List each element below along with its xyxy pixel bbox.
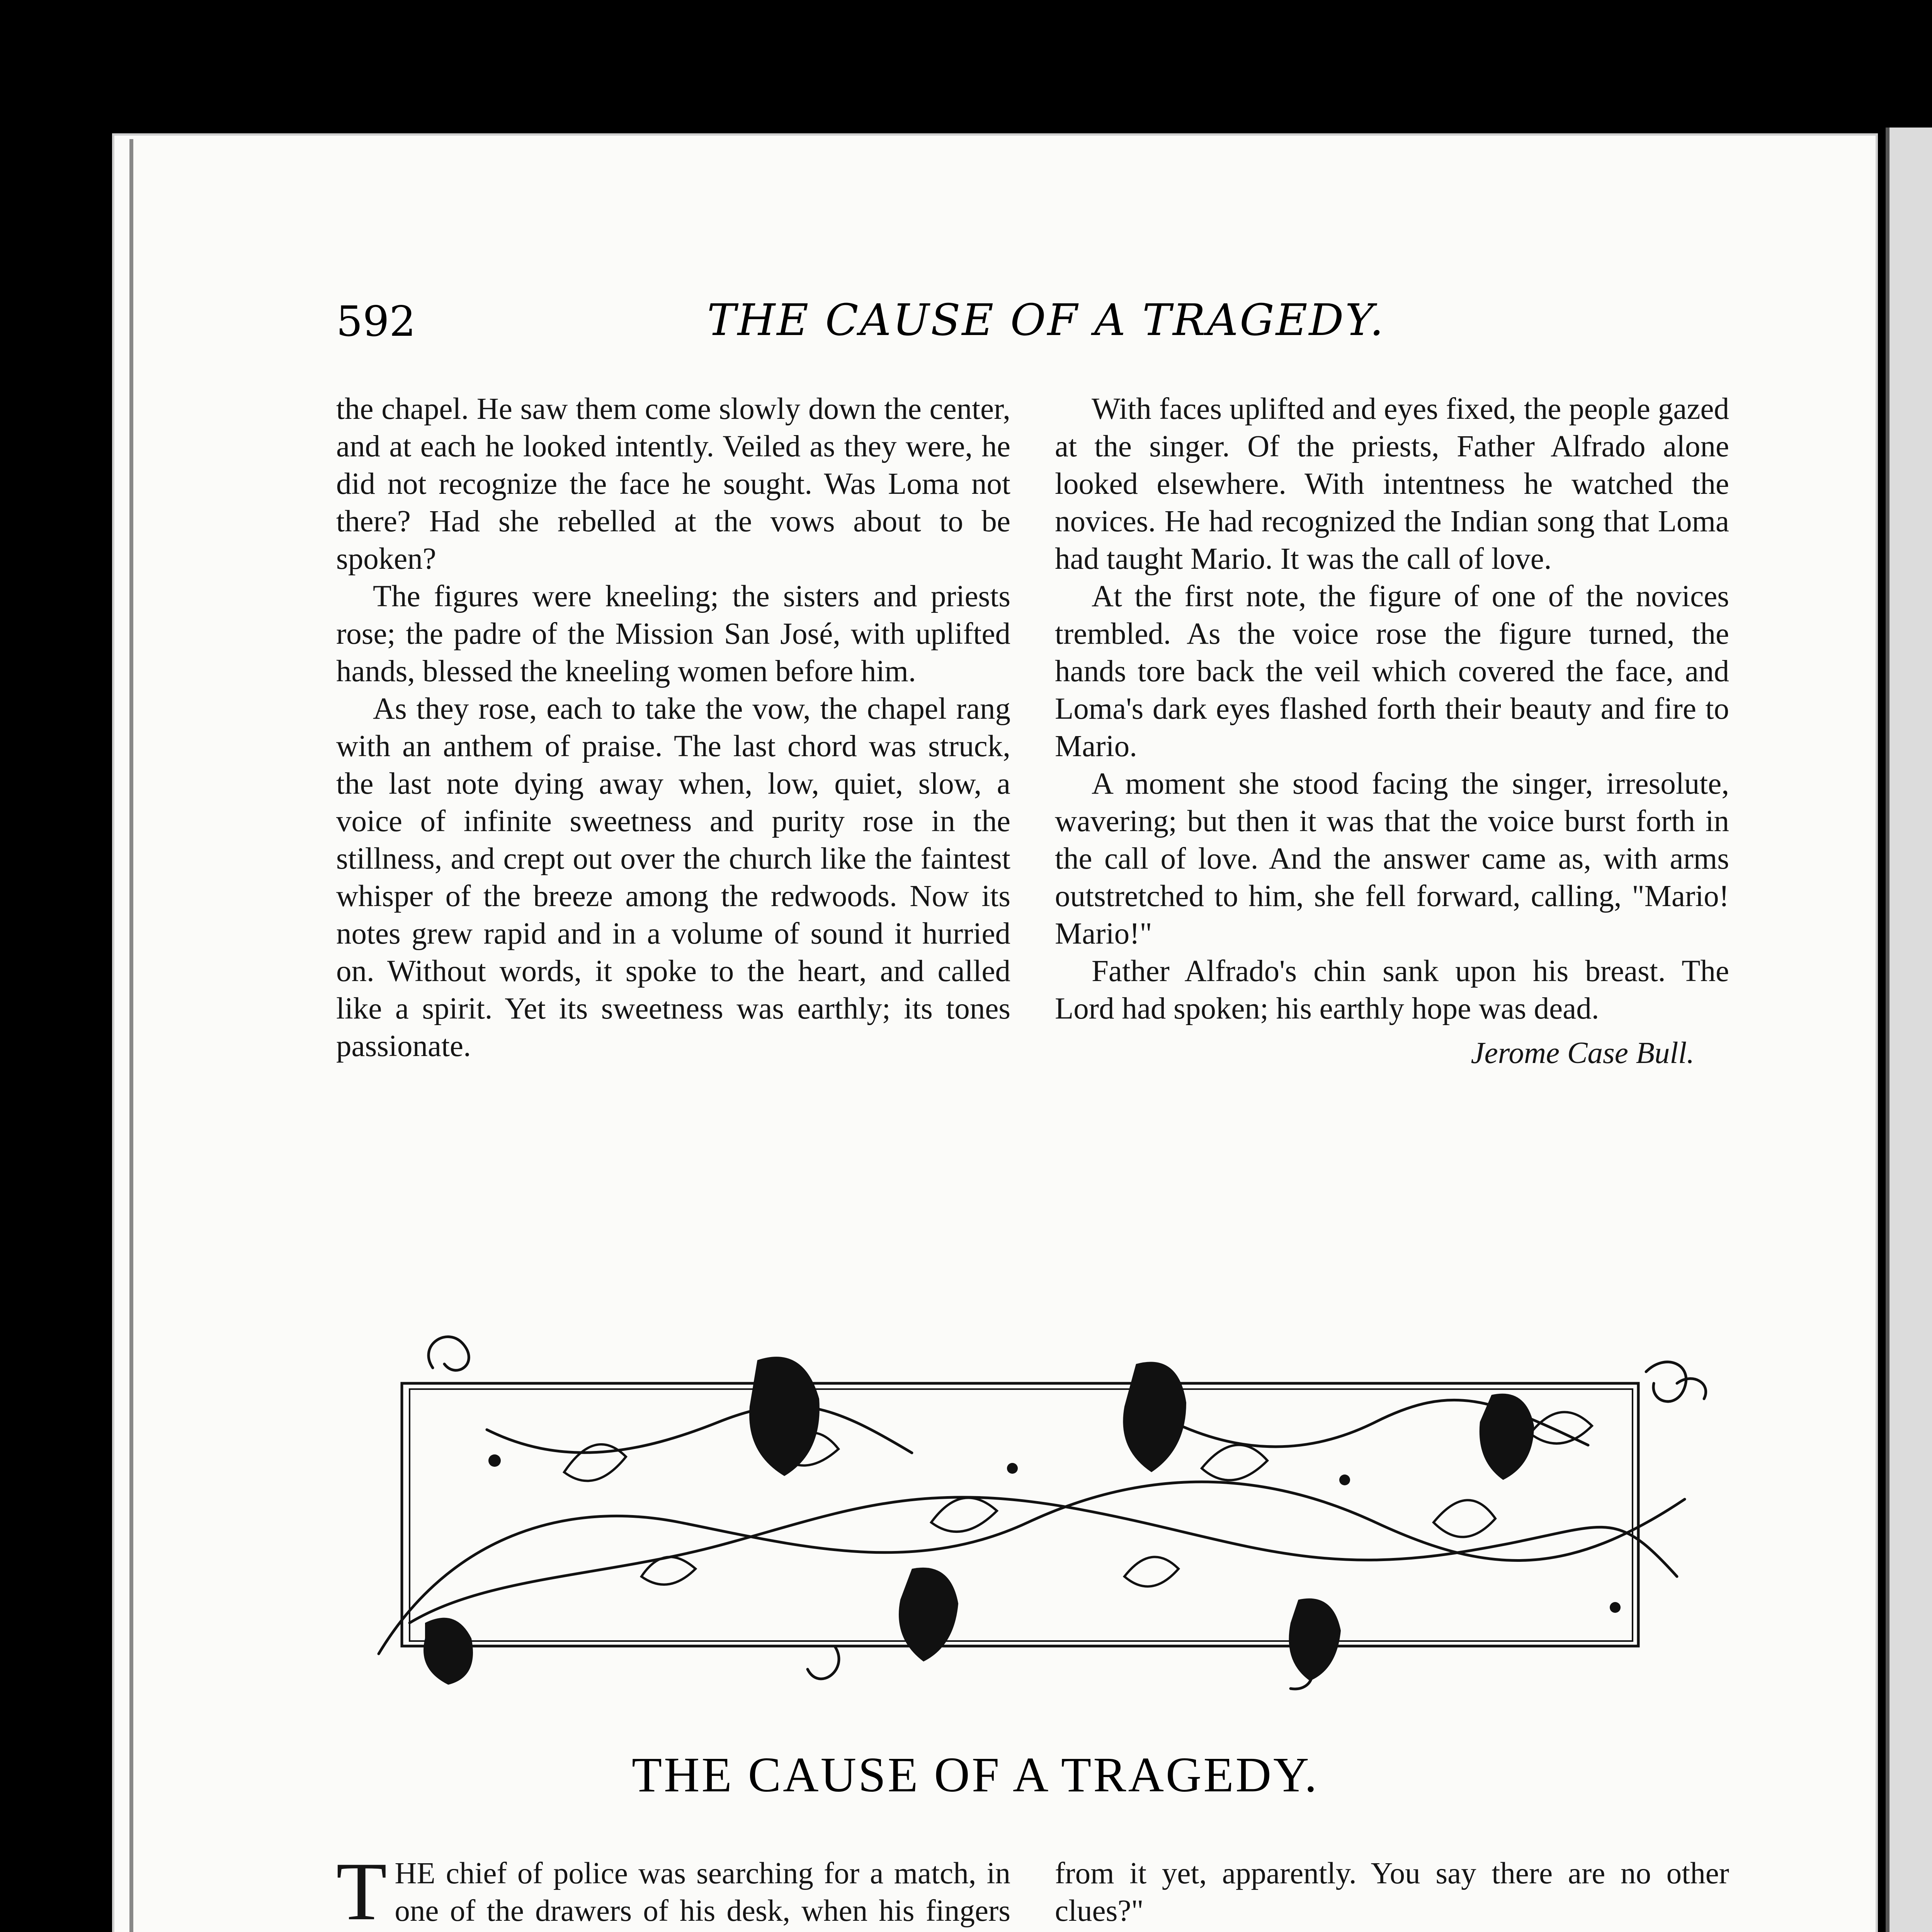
page-number: 592 xyxy=(336,298,416,346)
paragraph: Father Alfrado's chin sank upon his breast. The Lord had spoken; his earthly hope was dead. xyxy=(1055,954,1729,1026)
paragraph xyxy=(1055,1930,1729,1932)
paragraph: from it yet, apparently. You say there are no other clues?" xyxy=(1055,1857,1729,1928)
paragraph: the chapel. He saw them come slowly down the center, and at each he looked intently. Veiled as they were, he did not recognize the face he sought. Was Loma not there? Had she rebelled at the vows about to be spoken? xyxy=(336,392,1010,576)
page-binding-edge xyxy=(129,139,133,1932)
paragraph: As they rose, each to take the vow, the chapel rang with an anthem of praise. The last chord was struck, the last note dying away when, low, quiet, slow, a voice of infinite sweetness and purity rose in the stillness, and crept out over the church like the faintest whisper of the breeze among the redwoods. Now its notes grew rapid and in a volume of sound it hurried on. Without words, it spoke to the heart, and called like a spirit. Yet its sweetness was earthly; its tones passionate. xyxy=(336,692,1010,1063)
story-right-column xyxy=(1055,1855,1729,1932)
floral-vine-ornament xyxy=(332,1306,1731,1712)
drop-cap: T xyxy=(336,1845,387,1932)
prev-story-left-column xyxy=(336,390,1010,1065)
paragraph: At the first note, the figure of one of the novices trembled. As the voice rose the figure turned, the hands tore back the veil which covered the face, and Loma's dark eyes flashed forth their beauty and fire to Mario. xyxy=(1055,580,1729,763)
opening-paragraph xyxy=(336,1845,1010,1932)
author-signature: Jerome Case Bull. xyxy=(1471,1036,1694,1070)
paragraph: A moment she stood facing the singer, irresolute, wavering; but then it was that the voice burst forth in the call of love. And the answer came as, with arms outstretched to him, she fell forward, calling, "Mario! Mario!" xyxy=(1055,767,1729,951)
story-left-column xyxy=(336,1845,1010,1932)
paragraph: The figures were kneeling; the sisters and priests rose; the padre of the Mission San José, with uplifted hands, blessed the kneeling women before him. xyxy=(336,580,1010,688)
story-title: THE CAUSE OF A TRAGEDY. xyxy=(631,1747,1319,1802)
prev-story-right-column xyxy=(1055,390,1729,1072)
opening-paragraph-text: HE chief of police was searching for a match, in one of the drawers of his desk, when his fingers xyxy=(395,1857,1010,1928)
page-header xyxy=(336,295,1739,346)
facing-page-edge xyxy=(1886,128,1932,1932)
running-title: THE CAUSE OF A TRAGEDY. xyxy=(707,295,1385,345)
paragraph: With faces uplifted and eyes fixed, the people gazed at the singer. Of the priests, Father Alfrado alone looked elsewhere. With intentness he watched the novices. He had recognized the Indian song that Loma had taught Mario. It was the call of love. xyxy=(1055,392,1729,576)
